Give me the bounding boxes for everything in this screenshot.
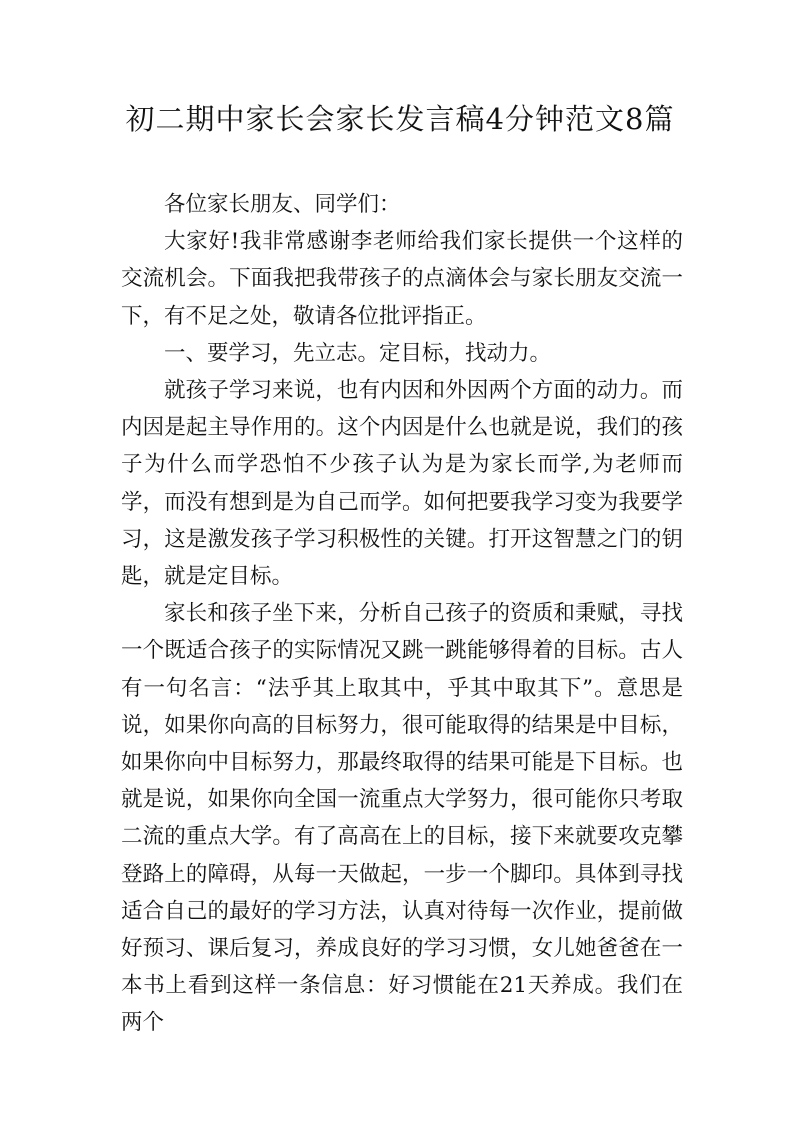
document-body xyxy=(121,186,683,1042)
paragraph-greeting: 各位家长朋友、同学们： xyxy=(164,192,401,217)
paragraph-intro: 大家好!我非常感谢李老师给我们家长提供一个这样的交流机会。下面我把我带孩子的点滴体会与家长朋友交流一下，有不足之处，敬请各位批评指正。 xyxy=(121,229,683,329)
paragraph-goals: 家长和孩子坐下来，分析自己孩子的资质和秉赋，寻找一个既适合孩子的实际情况又跳一跳能够得着的目标。古人有一句名言：“法乎其上取其中，乎其中取其下”。意思是说，如果你向高的目标努力，很可能取得的结果是中目标，如果你向中目标努力，那最终取得的结果可能是下目标。也就是说，如果你向全国一流重点大学努力，很可能你只考取二流的重点大学。有了高高在上的目标，接下来就要攻克攀登路上的障碍，从每一天做起，一步一个脚印。具体到寻找适合自己的最好的学习方法，认真对待每一次作业，提前做好预习、课后复习，养成良好的学习习惯，女儿她爸爸在一本书上看到这样一条信息：好习惯能在21天养成。我们在两个 xyxy=(121,601,683,1036)
paragraph-heading-1: 一、要学习，先立志。定目标，找动力。 xyxy=(164,340,552,366)
paragraph-motivation: 就孩子学习来说，也有内因和外因两个方面的动力。而内因是起主导作用的。这个内因是什么也就是说，我们的孩子为什么而学恐怕不少孩子认为是为家长而学,为老师而学，而没有想到是为自己而学。如何把要我学习变为我要学习，这是激发孩子学习积极性的关键。打开这智慧之门的钥匙，就是定目标。 xyxy=(121,378,683,590)
document-title: 初二期中家长会家长发言稿4分钟范文8篇 xyxy=(125,102,675,136)
